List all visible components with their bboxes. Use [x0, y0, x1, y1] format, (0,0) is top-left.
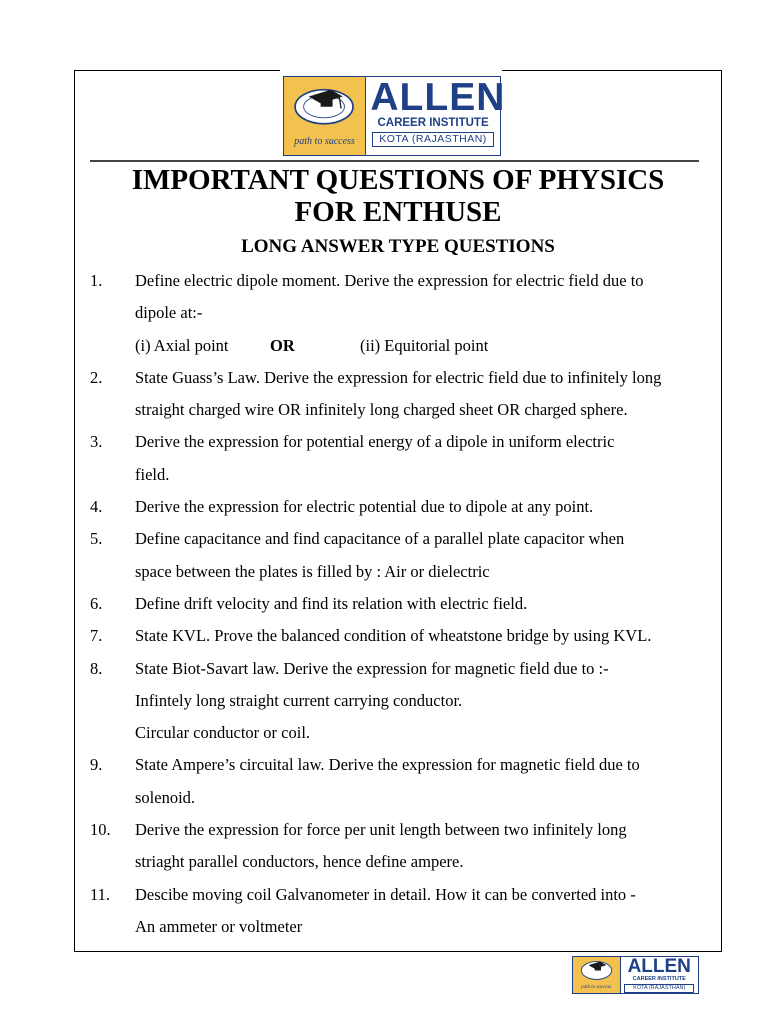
title-line-1: IMPORTANT QUESTIONS OF PHYSICS: [131, 164, 665, 196]
question-line: State Biot-Savart law. Derive the expression for magnetic field due to :-: [135, 658, 609, 678]
question-text: [135, 814, 715, 879]
footer-logo-subtitle: CAREER INSTITUTE: [632, 976, 686, 982]
question-text: [135, 362, 715, 427]
question-line: State KVL. Prove the balanced condition of wheatstone bridge by using KVL.: [135, 626, 652, 646]
question-number: 9.: [90, 755, 103, 775]
question-item: [0, 879, 768, 944]
question-list: [0, 265, 768, 943]
question-item: [0, 362, 768, 427]
question-text: [135, 749, 715, 814]
question-number: 10.: [90, 820, 111, 840]
footer-emblem-icon: [573, 957, 621, 993]
logo-tagline: path to success: [294, 136, 355, 148]
question-text: [135, 265, 715, 362]
question-item: [0, 523, 768, 588]
question-item: [0, 265, 768, 362]
logo-subtitle: CAREER INSTITUTE: [377, 117, 489, 129]
question-text: [135, 491, 715, 523]
question-line: Derive the expression for force per unit length between two infinitely long: [135, 820, 627, 840]
question-line: Derive the expression for potential energy of a dipole in uniform electric: [135, 432, 615, 452]
question-line: solenoid.: [135, 787, 196, 807]
question-number: 1.: [90, 271, 103, 290]
question-line: Derive the expression for electric potential due to dipole at any point.: [135, 497, 594, 517]
question-text: [135, 426, 715, 491]
question-line: An ammeter or voltmeter: [135, 916, 303, 936]
question-line: Circular conductor or coil.: [135, 723, 311, 743]
logo-name: ALLEN: [370, 76, 506, 119]
page-title: [74, 164, 722, 228]
question-number: 3.: [90, 432, 103, 452]
emblem-icon: [284, 77, 366, 155]
question-text: [135, 879, 715, 944]
question-options: [135, 330, 715, 362]
option-equatorial: (ii) Equitorial point: [360, 335, 489, 355]
footer-logo-name: ALLEN: [627, 956, 691, 977]
question-line: straight charged wire OR infinitely long charged sheet OR charged sphere.: [135, 400, 628, 420]
question-line: Define capacitance and find capacitance of a parallel plate capacitor when: [135, 529, 625, 549]
question-line: Define drift velocity and find its relation with electric field.: [135, 593, 528, 613]
question-text: [135, 523, 715, 588]
question-number: 8.: [90, 658, 103, 678]
footer-allen-logo: [572, 956, 699, 994]
question-item: [0, 814, 768, 879]
question-item: [0, 426, 768, 491]
question-item: [0, 491, 768, 523]
option-separator: OR: [270, 335, 295, 355]
question-line: striaght parallel conductors, hence define ampere.: [135, 852, 464, 872]
question-item: [0, 653, 768, 750]
question-number: 11.: [90, 884, 111, 904]
question-item: [0, 620, 768, 652]
logo-location: KOTA (RAJASTHAN): [372, 132, 494, 147]
question-line: field.: [135, 464, 170, 484]
question-line: State Guass’s Law. Derive the expression for electric field due to infinitely long: [135, 367, 662, 387]
question-number: 7.: [90, 626, 103, 646]
question-number: 4.: [90, 497, 103, 517]
question-line: Infintely long straight current carrying conductor.: [135, 690, 463, 710]
question-text: [135, 588, 715, 620]
question-item: [0, 749, 768, 814]
question-number: 2.: [90, 367, 103, 387]
question-line: Descibe moving coil Galvanometer in detail. How it can be converted into -: [135, 884, 636, 904]
question-number: 5.: [90, 529, 103, 549]
question-number: 6.: [90, 593, 103, 613]
question-line: State Ampere’s circuital law. Derive the expression for magnetic field due to: [135, 755, 640, 775]
allen-logo: [283, 76, 506, 156]
question-item: [0, 588, 768, 620]
title-line-2: FOR ENTHUSE: [294, 196, 502, 228]
footer-logo-location: KOTA (RAJASTHAN): [624, 984, 694, 993]
option-axial: (i) Axial point: [135, 335, 229, 355]
question-line: space between the plates is filled by : Air or dielectric: [135, 561, 490, 581]
question-line: dipole at:-: [135, 303, 203, 323]
border-gap: [280, 66, 502, 74]
section-heading: LONG ANSWER TYPE QUESTIONS: [241, 236, 555, 257]
header-rule: [90, 160, 699, 162]
footer-logo-tagline: path to success: [581, 985, 612, 991]
question-text: [135, 620, 715, 652]
question-text: [135, 653, 715, 750]
question-line: Define electric dipole moment. Derive the expression for electric field due to: [135, 271, 644, 290]
